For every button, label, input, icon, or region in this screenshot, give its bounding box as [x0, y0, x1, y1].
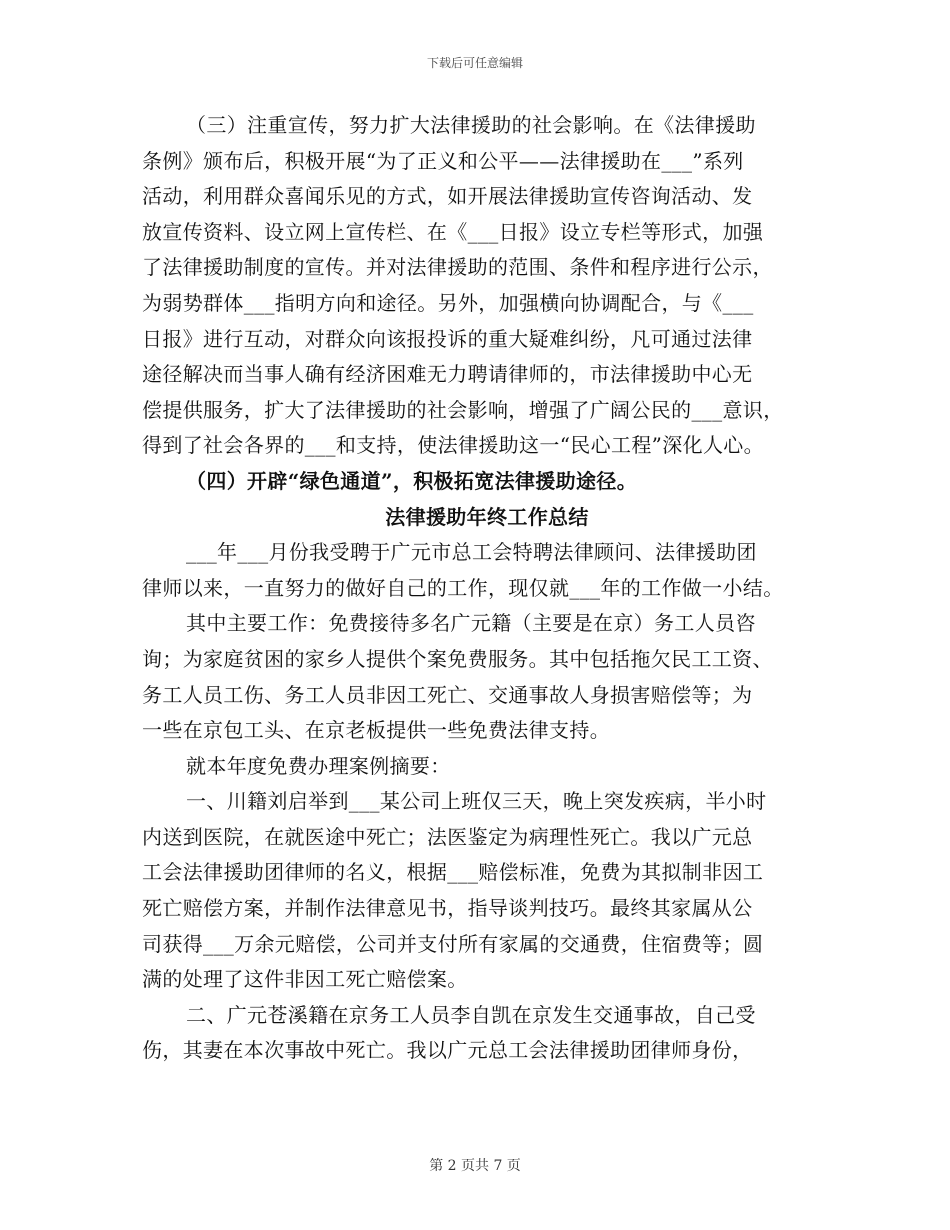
paragraph-case-summary-intro — [142, 749, 832, 785]
section-heading — [142, 464, 832, 500]
paragraph-main-work — [142, 606, 832, 748]
page-number: 第 2 页共 7 页 — [429, 1158, 521, 1174]
text-line: 就本年度免费办理案例摘要： — [186, 753, 451, 778]
section-heading-text: （四）开辟“绿色通道”，积极拓宽法律援助途径。 — [186, 468, 638, 493]
text-line: 务工人员工伤、务工人员非因工死亡、交通事故人身损害赔偿等；为 — [142, 682, 753, 707]
text-line: 途径解决而当事人确有经济困难无力聘请律师的，市法律援助中心无 — [142, 362, 753, 387]
text-line: 询；为家庭贫困的家乡人提供个案免费服务。其中包括拖欠民工工资、 — [142, 646, 773, 671]
page-header: 下载后可任意编辑 — [426, 56, 523, 70]
text-line: 为弱势群体___指明方向和途径。另外，加强横向协调配合，与《___ — [142, 290, 754, 315]
document-title-text: 法律援助年终工作总结 — [385, 504, 589, 529]
text-line: 满的处理了这件非因工死亡赔偿案。 — [142, 967, 468, 992]
text-line: 条例》颁布后，积极开展“为了正义和公平——法律援助在___”系列 — [142, 148, 744, 173]
text-line: （三）注重宣传，努力扩大法律援助的社会影响。在《法律援助 — [186, 113, 756, 137]
text-line: 日报》进行互动，对群众向该报投诉的重大疑难纠纷，凡可通过法律 — [142, 326, 753, 351]
text-line: 了法律援助制度的宣传。并对法律援助的范围、条件和程序进行公示， — [142, 255, 773, 280]
text-line: 活动，利用群众喜闻乐见的方式，如开展法律援助宣传咨询活动、发 — [142, 184, 753, 209]
text-line: 放宣传资料、设立网上宣传栏、在《___日报》设立专栏等形式，加强 — [142, 219, 764, 244]
text-line: 律师以来，一直努力的做好自己的工作，现仅就___年的工作做一小结。 — [142, 575, 784, 600]
document-body — [142, 108, 832, 1069]
paragraph-intro — [142, 535, 832, 606]
document-title — [142, 500, 832, 536]
text-line: 死亡赔偿方案，并制作法律意见书，指导谈判技巧。最终其家属从公 — [142, 896, 753, 921]
text-line: 二、广元苍溪籍在京务工人员李自凯在京发生交通事故，自己受 — [186, 1002, 756, 1027]
text-line: 内送到医院，在就医途中死亡；法医鉴定为病理性死亡。我以广元总 — [142, 824, 753, 849]
text-line: 得到了社会各界的___和支持，使法律援助这一“民心工程”深化人心。 — [142, 433, 764, 458]
text-line: 伤，其妻在本次事故中死亡。我以广元总工会法律援助团律师身份， — [142, 1038, 753, 1063]
text-line: 其中主要工作：免费接待多名广元籍（主要是在京）务工人员咨 — [186, 611, 756, 636]
text-line: 一、川籍刘启举到___某公司上班仅三天，晚上突发疾病，半小时 — [186, 789, 767, 814]
text-line: 偿提供服务，扩大了法律援助的社会影响，增强了广阔公民的___意识， — [142, 397, 784, 422]
text-line: 一些在京包工头、在京老板提供一些免费法律支持。 — [142, 718, 611, 743]
paragraph-publicity — [142, 108, 832, 464]
text-line: 司获得___万余元赔偿，公司并支付所有家属的交通费，住宿费等；圆 — [142, 931, 764, 956]
paragraph-case-one — [142, 784, 832, 998]
paragraph-case-two — [142, 998, 832, 1069]
text-line: ___年___月份我受聘于广元市总工会特聘法律顾问、法律援助团 — [186, 540, 757, 565]
text-line: 工会法律援助团律师的名义，根据___赔偿标准，免费为其拟制非因工 — [142, 860, 764, 885]
